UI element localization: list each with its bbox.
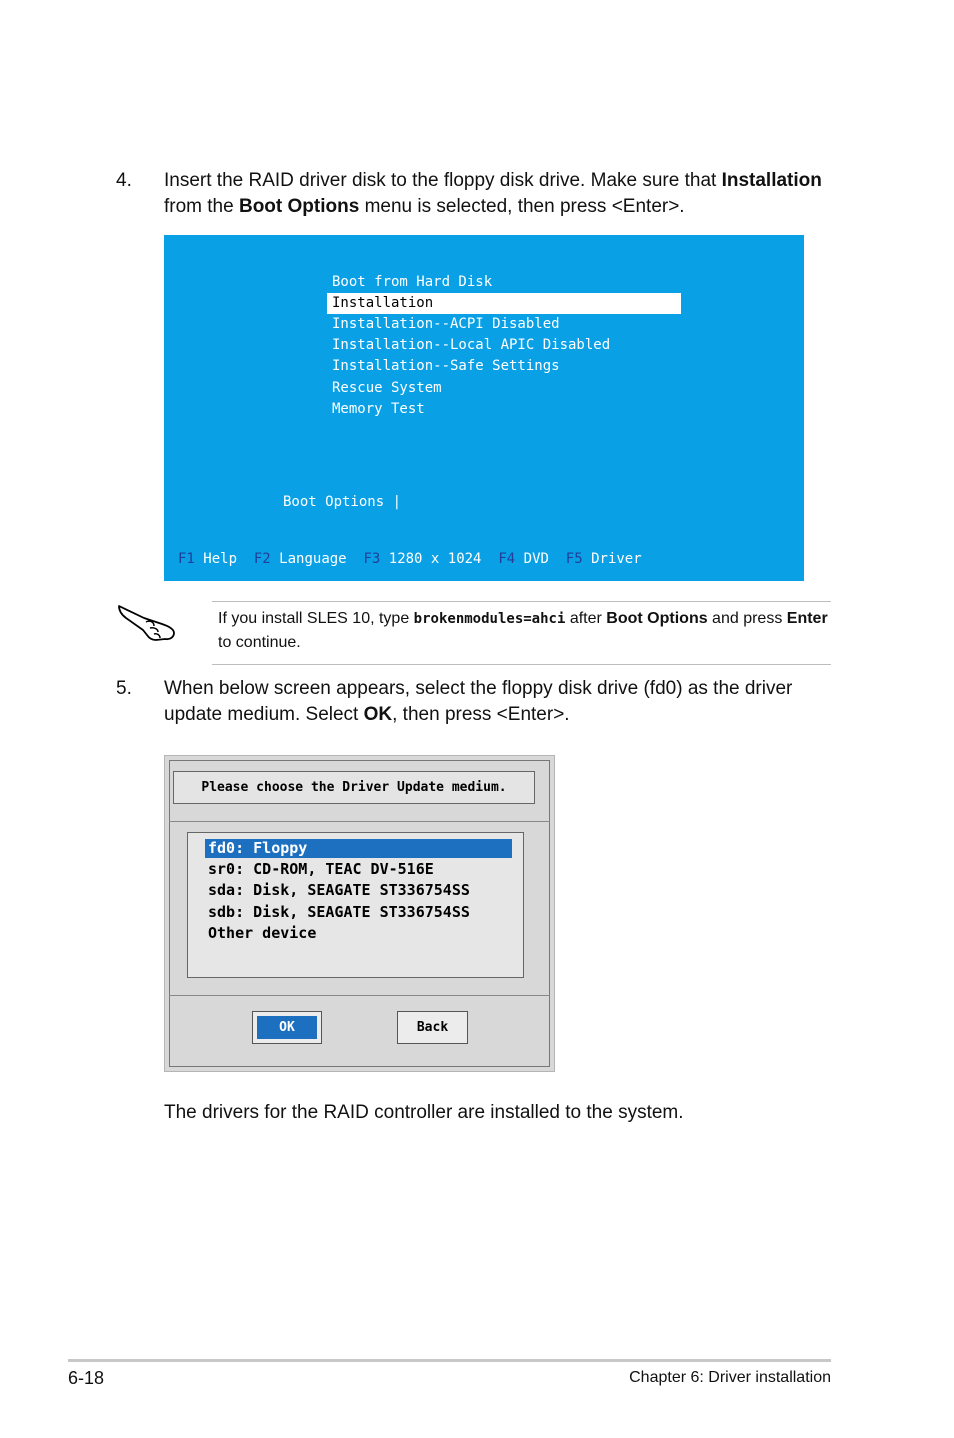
function-key[interactable]: F4 (498, 551, 516, 567)
boot-menu-item[interactable]: Installation--Safe Settings (332, 358, 560, 374)
function-key[interactable]: F5 (565, 551, 583, 567)
ok-button[interactable] (252, 1011, 322, 1044)
step-number: 4. (116, 170, 132, 191)
device-item[interactable]: sda: Disk, SEAGATE ST336754SS (208, 881, 470, 899)
device-list[interactable] (187, 832, 524, 978)
device-item[interactable]: sdb: Disk, SEAGATE ST336754SS (208, 903, 470, 921)
driver-update-dialog (164, 755, 555, 1072)
function-key-bar (178, 551, 642, 567)
function-key[interactable]: F3 (363, 551, 381, 567)
function-key-label: DVD (523, 551, 549, 567)
boot-menu-item[interactable]: Boot from Hard Disk (332, 274, 493, 290)
page-number: 6-18 (68, 1368, 105, 1388)
function-key[interactable]: F1 (178, 551, 195, 567)
boot-menu-item[interactable]: Installation--ACPI Disabled (332, 316, 560, 332)
footer-rule (68, 1359, 831, 1362)
chapter-title: Chapter 6: Driver installation (629, 1369, 831, 1386)
back-button[interactable]: Back (397, 1011, 468, 1044)
boot-options-input[interactable]: Boot Options | (283, 494, 402, 510)
device-item-selected[interactable]: fd0: Floppy (205, 839, 512, 858)
step-text: Insert the RAID driver disk to the floppy disk drive. Make sure that Installation from the Boot Options menu is selected, then press <Enter>. (164, 170, 822, 217)
function-key-label: 1280 x 1024 (388, 551, 482, 567)
closing-text: The drivers for the RAID controller are installed to the system. (164, 1102, 684, 1123)
hand-pointing-icon (116, 598, 178, 644)
dialog-title: Please choose the Driver Update medium. (173, 771, 535, 804)
boot-menu-item[interactable]: Memory Test (332, 401, 425, 417)
divider (169, 821, 550, 822)
step-number: 5. (116, 678, 132, 699)
ok-button-label: OK (257, 1016, 317, 1039)
boot-options-screen (164, 235, 804, 581)
function-key-label: Driver (591, 551, 642, 567)
note-text: If you install SLES 10, type brokenmodules=ahci after Boot Options and press Enter to continue. (218, 610, 828, 651)
note-top-rule (212, 601, 831, 602)
boot-menu-item[interactable]: Rescue System (332, 380, 442, 396)
function-key-label: Help (203, 551, 238, 567)
step-text: When below screen appears, select the floppy disk drive (fd0) as the driver update medium. Select OK, then press <Enter>. (164, 678, 793, 725)
code-text: brokenmodules=ahci (413, 611, 566, 627)
boot-menu-item[interactable]: Installation--Local APIC Disabled (332, 337, 611, 353)
function-key[interactable]: F2 (253, 551, 271, 567)
boot-menu-item-selected[interactable]: Installation (327, 293, 681, 314)
function-key-label: Language (279, 551, 347, 567)
device-item[interactable]: Other device (208, 924, 317, 942)
note-bottom-rule (212, 664, 831, 665)
device-item[interactable]: sr0: CD-ROM, TEAC DV-516E (208, 860, 434, 878)
divider (169, 995, 550, 996)
